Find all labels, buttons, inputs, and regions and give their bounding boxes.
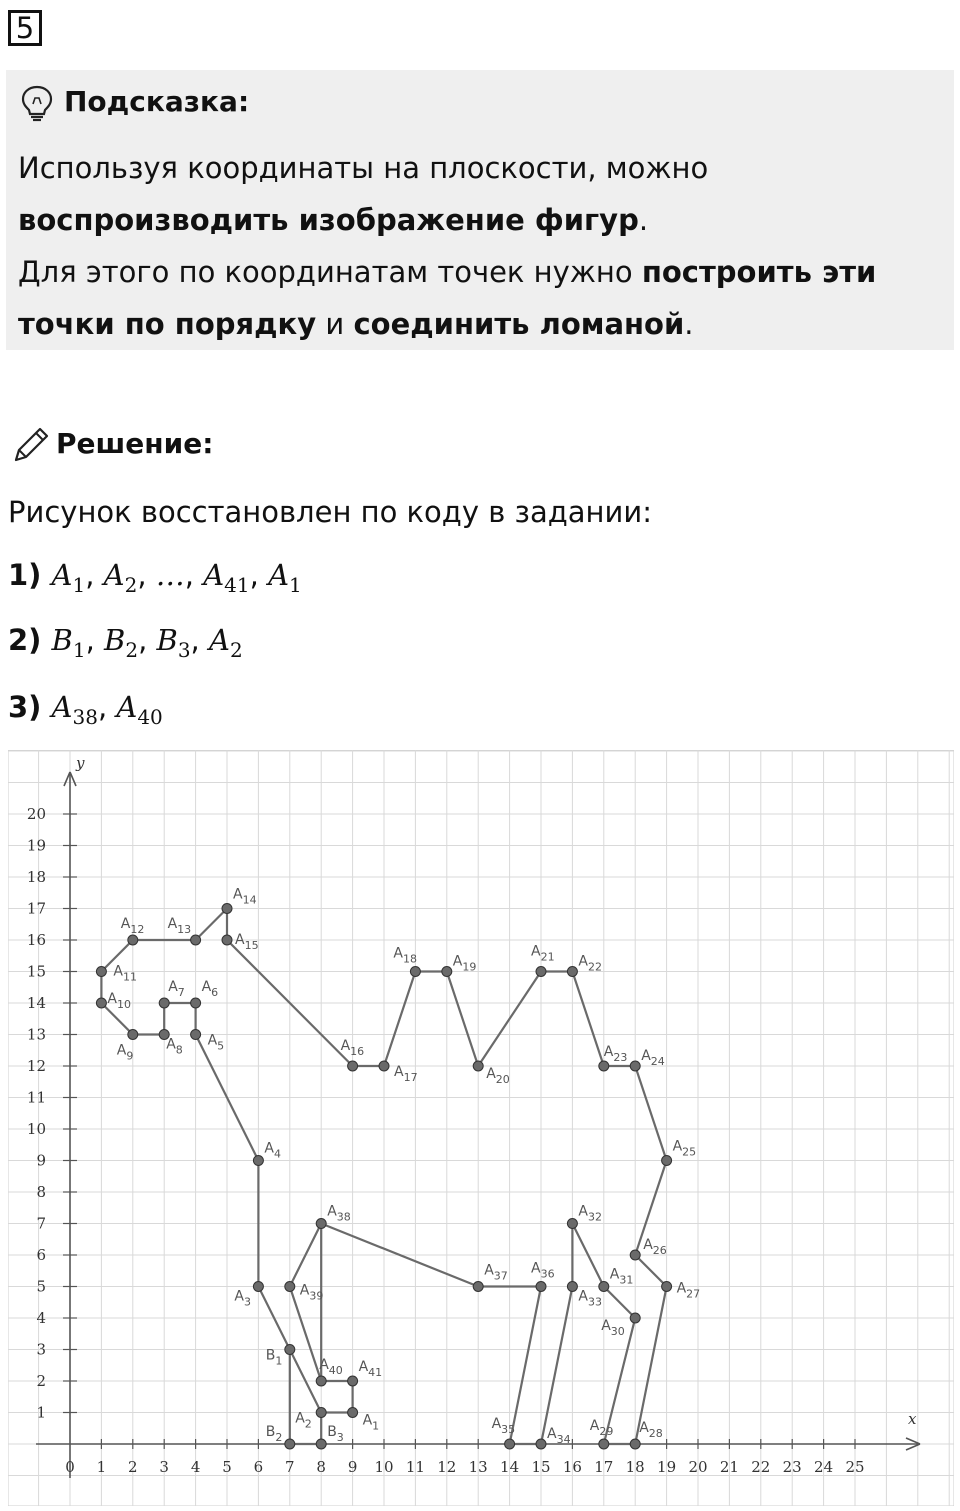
step-point: $B_2$ [104, 623, 139, 662]
point-label: $A_{17}$ [394, 1064, 418, 1084]
y-tick-label: 11 [26, 1088, 46, 1107]
point-a39 [285, 1282, 295, 1292]
point-label: $A_{12}$ [120, 916, 145, 936]
x-tick-label: 7 [285, 1458, 295, 1476]
step-point: $A_2$ [208, 623, 243, 662]
point-a4 [253, 1156, 263, 1166]
y-tick-label: 18 [26, 868, 46, 886]
point-label: $A_{27}$ [676, 1280, 701, 1301]
point-label: $A_{37}$ [484, 1262, 508, 1283]
x-tick-label: 5 [222, 1458, 232, 1476]
x-tick-label: 11 [405, 1458, 425, 1476]
y-tick-label: 5 [36, 1277, 46, 1296]
point-a32 [567, 1219, 577, 1229]
y-axis-label: y [76, 754, 85, 772]
point-a38 [316, 1219, 326, 1229]
y-tick-label: 4 [36, 1309, 46, 1327]
point-label: $A_2$ [295, 1410, 312, 1431]
solution-heading [10, 424, 213, 464]
point-label: $A_7$ [168, 979, 185, 999]
point-label: $A_8$ [166, 1036, 183, 1057]
point-label: $A_{11}$ [113, 963, 137, 984]
point-a16 [348, 1061, 358, 1071]
x-tick-label: 9 [347, 1458, 358, 1476]
step-number: 1) [8, 558, 52, 592]
hint-heading [20, 82, 249, 122]
x-tick-label: 25 [845, 1458, 865, 1476]
x-tick-label: 23 [782, 1458, 802, 1476]
point-a17 [379, 1061, 389, 1071]
point-a2 [316, 1408, 326, 1418]
y-tick-label: 9 [36, 1151, 46, 1170]
hint-bold: соединить ломаной [353, 307, 685, 341]
point-label: $A_{21}$ [531, 943, 555, 964]
point-a10 [96, 998, 106, 1008]
step-point: … [155, 558, 185, 592]
step-point: $A_1$ [51, 558, 86, 597]
point-label: $A_{26}$ [643, 1237, 667, 1257]
task-number: 5 [8, 10, 42, 46]
point-label: $A_{38}$ [327, 1203, 351, 1224]
step-point: $B_1$ [51, 623, 86, 662]
y-tick-label: 7 [36, 1214, 46, 1233]
point-a11 [96, 967, 106, 977]
x-tick-label: 10 [374, 1458, 394, 1476]
point-label: $A_{29}$ [589, 1418, 614, 1438]
y-tick-label: 20 [26, 805, 46, 823]
x-tick-label: 19 [657, 1458, 677, 1476]
point-label: $A_{32}$ [578, 1203, 602, 1224]
point-label: $A_{39}$ [299, 1282, 324, 1303]
x-tick-label: 13 [468, 1458, 488, 1476]
point-label: $B_3$ [327, 1424, 344, 1444]
x-tick-label: 1 [96, 1458, 107, 1476]
y-tick-label: 19 [26, 836, 46, 855]
step-point: $A_2$ [103, 558, 138, 597]
point-b2 [285, 1439, 295, 1449]
y-tick-label: 6 [36, 1246, 46, 1264]
point-label: $A_{25}$ [672, 1138, 697, 1159]
x-tick-label: 16 [562, 1458, 582, 1476]
point-label: $B_2$ [265, 1424, 283, 1444]
x-tick-label: 2 [128, 1458, 138, 1476]
step-number: 3) [8, 690, 52, 724]
point-label: $A_{15}$ [235, 932, 259, 952]
point-label: $A_{31}$ [609, 1266, 634, 1287]
x-tick-label: 14 [500, 1458, 520, 1476]
pencil-icon [10, 424, 52, 466]
point-label: $A_{23}$ [603, 1044, 628, 1064]
step-point: $B_3$ [156, 623, 191, 662]
y-tick-label: 14 [26, 994, 46, 1012]
y-tick-label: 1 [36, 1403, 46, 1422]
point-a14 [222, 904, 232, 914]
hint-title: Подсказка: [64, 85, 250, 118]
x-tick-label: 17 [594, 1458, 614, 1476]
point-a3 [253, 1282, 263, 1292]
point-label: $A_{36}$ [531, 1260, 555, 1281]
point-label: $A_{40}$ [319, 1357, 343, 1377]
point-a27 [662, 1282, 672, 1292]
y-tick-label: 16 [26, 931, 46, 949]
y-tick-label: 8 [36, 1183, 46, 1201]
y-tick-label: 13 [26, 1025, 46, 1044]
point-a33 [567, 1282, 577, 1292]
solution-step-1: 1) $A_1$, $A_2$, …, $A_{41}$, $A_1$ [8, 558, 302, 597]
point-a40 [316, 1376, 326, 1386]
x-tick-label: 4 [190, 1458, 201, 1476]
point-a5 [191, 1030, 201, 1040]
point-label: $A_{19}$ [452, 953, 477, 974]
step-point: $A_1$ [268, 558, 302, 597]
solution-intro: Рисунок восстановлен по коду в задании: [8, 495, 652, 529]
point-a7 [159, 998, 169, 1008]
point-label: $A_3$ [234, 1288, 251, 1309]
x-tick-label: 0 [65, 1458, 75, 1476]
x-tick-label: 18 [625, 1458, 645, 1476]
point-a20 [473, 1061, 483, 1071]
point-a18 [410, 967, 420, 977]
solution-step-2: 2) $B_1$, $B_2$, $B_3$, $A_2$ [8, 623, 243, 662]
point-a24 [630, 1061, 640, 1071]
point-label: $B_1$ [265, 1347, 283, 1368]
lightbulb-icon [20, 84, 54, 122]
coordinate-plane-svg [8, 750, 954, 1506]
x-tick-label: 8 [316, 1458, 326, 1476]
step-point: $A_{41}$ [203, 558, 250, 597]
step-point: $A_{40}$ [116, 690, 163, 729]
x-axis-label: x [908, 1410, 917, 1428]
point-a6 [191, 998, 201, 1008]
y-tick-label: 10 [26, 1120, 46, 1138]
hint-text [18, 142, 948, 350]
point-a35 [505, 1439, 515, 1449]
solution-title: Решение: [56, 427, 214, 460]
x-tick-label: 24 [814, 1458, 834, 1476]
point-a23 [599, 1061, 609, 1071]
point-a41 [348, 1376, 358, 1386]
point-a31 [599, 1282, 609, 1292]
point-label: $A_9$ [116, 1042, 134, 1063]
x-tick-label: 12 [437, 1458, 457, 1476]
hint-line-1: Используя координаты на плоскости, можно [18, 151, 709, 185]
y-tick-label: 3 [36, 1340, 46, 1359]
point-label: $A_5$ [207, 1032, 225, 1053]
point-label: $A_{35}$ [491, 1416, 516, 1436]
point-label: $A_1$ [362, 1412, 380, 1433]
point-label: $A_{41}$ [358, 1359, 383, 1379]
point-label: $A_{20}$ [486, 1066, 510, 1086]
point-a22 [567, 967, 577, 977]
point-a12 [128, 935, 138, 945]
point-a28 [630, 1439, 640, 1449]
point-a9 [128, 1030, 138, 1040]
x-tick-label: 3 [159, 1458, 169, 1476]
point-label: $A_{10}$ [107, 991, 131, 1011]
point-a36 [536, 1282, 546, 1292]
y-tick-label: 17 [26, 899, 46, 918]
point-label: $A_{28}$ [639, 1420, 663, 1440]
hint-line-2: воспроизводить изображение фигур. [18, 203, 649, 237]
point-a19 [442, 967, 452, 977]
point-a37 [473, 1282, 483, 1292]
point-a34 [536, 1439, 546, 1449]
x-tick-label: 22 [751, 1458, 771, 1476]
point-label: $A_{24}$ [641, 1048, 665, 1068]
point-a13 [191, 935, 201, 945]
point-b3 [316, 1439, 326, 1449]
step-number: 2) [8, 623, 52, 657]
x-tick-label: 21 [719, 1458, 739, 1476]
x-tick-label: 15 [531, 1458, 551, 1476]
y-tick-label: 15 [26, 962, 46, 981]
point-a30 [630, 1313, 640, 1323]
y-tick-label: 12 [26, 1057, 46, 1075]
x-tick-label: 6 [253, 1458, 264, 1476]
point-label: $A_{14}$ [233, 886, 257, 907]
x-tick-label: 20 [688, 1458, 708, 1476]
point-label: $A_{34}$ [547, 1426, 571, 1446]
plane-frame [8, 750, 954, 1506]
coordinate-plane [8, 750, 954, 1506]
hint-bold: точки по порядку [18, 307, 317, 341]
point-a25 [662, 1156, 672, 1166]
point-label: $A_4$ [264, 1140, 281, 1161]
step-point: $A_{38}$ [51, 690, 98, 729]
point-label: $A_{16}$ [340, 1038, 365, 1058]
point-label: $A_{13}$ [167, 916, 192, 936]
point-label: $A_{18}$ [393, 945, 417, 966]
point-label: $A_{22}$ [578, 953, 602, 974]
hint-line-4: точки по порядку и соединить ломаной. [18, 307, 694, 341]
point-a26 [630, 1250, 640, 1260]
point-label: $A_{33}$ [578, 1288, 602, 1309]
point-b1 [285, 1345, 295, 1355]
hint-bold: воспроизводить изображение фигур [18, 203, 639, 237]
point-a1 [348, 1408, 358, 1418]
point-a21 [536, 967, 546, 977]
hint-line-3: Для этого по координатам точек нужно построить эти [18, 255, 877, 289]
hint-bold: построить эти [641, 255, 877, 289]
point-label: $A_{30}$ [601, 1318, 625, 1338]
point-a15 [222, 935, 232, 945]
point-a29 [599, 1439, 609, 1449]
point-label: $A_6$ [201, 979, 219, 999]
solution-step-3: 3) $A_{38}$, $A_{40}$ [8, 690, 163, 729]
y-tick-label: 2 [36, 1372, 46, 1390]
